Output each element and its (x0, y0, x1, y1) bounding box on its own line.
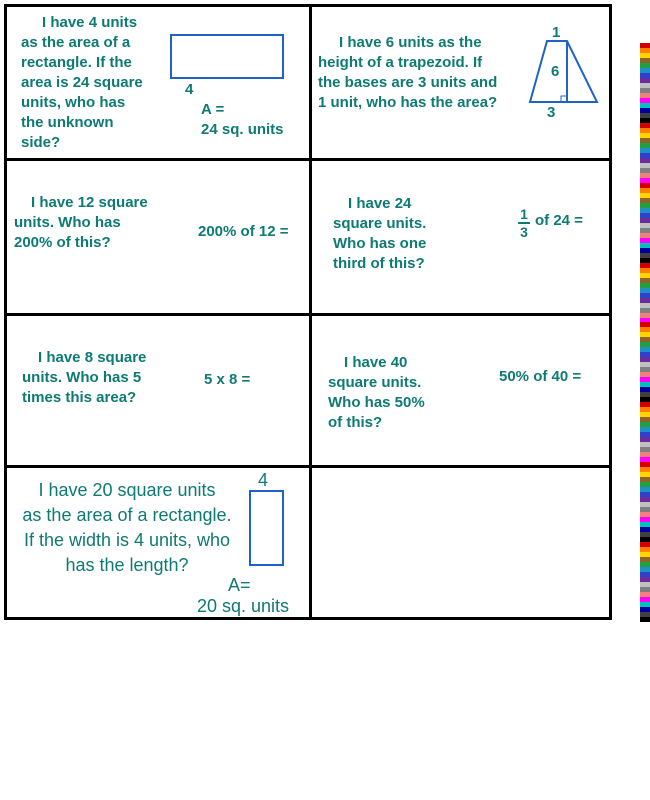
area-value: 24 sq. units (201, 121, 284, 138)
card-7-line-1: I have 20 square units (38, 480, 216, 500)
card-1-line-3: rectangle. If the (21, 54, 132, 71)
area-label: A = (201, 101, 225, 118)
trapezoid-height-label: 6 (551, 63, 560, 80)
card-2-line-3: the bases are 3 units and (318, 74, 498, 91)
card-5-line-1: I have 8 square (38, 349, 147, 366)
card-7-line-3: If the width is 4 units, who (23, 530, 231, 550)
card-6-line-3: Who has 50% (328, 394, 425, 411)
one-third-fraction (518, 207, 530, 239)
card-3-line-2: units. Who has (14, 214, 121, 231)
card-1-line-4: area is 24 square (21, 74, 143, 91)
color-swatch-strip-1 (640, 43, 650, 203)
grid-divider-row-2 (7, 313, 609, 316)
card-3-line-1: I have 12 square (31, 194, 148, 211)
card-2-line-1: I have 6 units as the (339, 34, 482, 51)
grid-divider-row-1 (7, 158, 609, 161)
grid-divider-row-3 (7, 465, 609, 468)
card-7-area-value: 20 sq. units (197, 596, 290, 616)
card-5-line-3: times this area? (22, 389, 137, 406)
tall-rectangle-figure (249, 490, 284, 566)
card-1-line-1: I have 4 units (42, 14, 138, 31)
card-6-line-1: I have 40 (344, 354, 408, 371)
card-4-line-4: third of this? (333, 255, 425, 272)
color-swatch-strip-2 (640, 183, 650, 343)
fraction-numerator: 1 (520, 206, 528, 222)
card-5-line-2: units. Who has 5 (22, 369, 142, 386)
card-4-line-1: I have 24 (348, 195, 412, 212)
card-2-line-2: height of a trapezoid. If (318, 54, 483, 71)
card-7-area-label: A= (228, 575, 251, 595)
rectangle-figure (170, 34, 284, 79)
color-swatch-strip-4 (640, 462, 650, 622)
trapezoid-top-base-label: 1 (552, 24, 561, 41)
card-6-answer: 50% of 40 = (499, 368, 582, 385)
trapezoid-outline (530, 41, 597, 102)
grid-divider-vertical (309, 7, 312, 617)
rectangle-width-label: 4 (258, 470, 269, 490)
color-swatch-strip-3 (640, 322, 650, 482)
trapezoid-bottom-base-label: 3 (547, 104, 556, 121)
color-swatch (640, 617, 650, 622)
card-2-line-4: 1 unit, who has the area? (318, 94, 498, 111)
card-7-line-4: has the length? (65, 555, 189, 575)
fraction-denominator: 3 (520, 224, 528, 240)
card-7-line-2: as the area of a rectangle. (22, 505, 232, 525)
card-6-line-4: of this? (328, 414, 383, 431)
card-1-line-6: the unknown (21, 114, 114, 131)
card-5-answer: 5 x 8 = (204, 371, 251, 388)
card-4-answer: of 24 = (535, 212, 583, 229)
card-3-answer: 200% of 12 = (198, 223, 289, 240)
card-1-line-2: as the area of a (21, 34, 131, 51)
trapezoid-figure (525, 36, 605, 108)
card-4-line-3: Who has one (333, 235, 427, 252)
card-1-line-5: units, who has (21, 94, 126, 111)
card-1-line-7: side? (21, 134, 61, 151)
card-6-line-2: square units. (328, 374, 422, 391)
card-3-line-3: 200% of this? (14, 234, 111, 251)
rectangle-side-label: 4 (185, 81, 194, 98)
card-4-line-2: square units. (333, 215, 427, 232)
